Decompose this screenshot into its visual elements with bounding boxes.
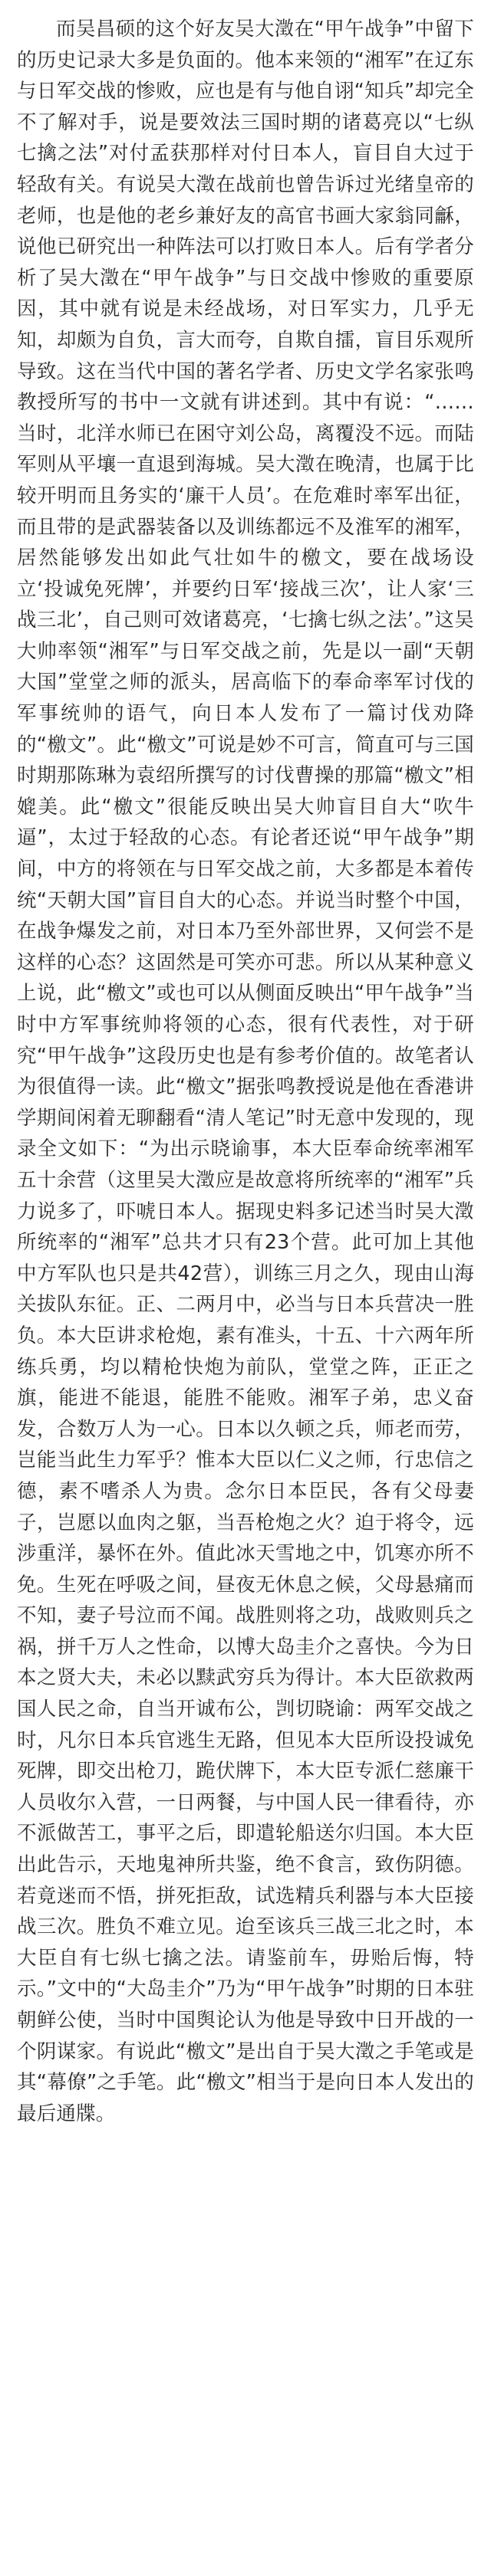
article-paragraph: 而吴昌硕的这个好友吴大澂在“甲午战争”中留下的历史记录大多是负面的。他本来领的“湘军”在辽东与日军交战的惨败，应也是有与他自诩“知兵”却完全不了解对手，说是要效法三国时期的诸葛亮以“七纵七擒之法”对付孟获那样对付日本人，盲目自大过于轻敌有关。有说吴大澂在战前也曾告诉过光绪皇帝的老师，也是他的老乡兼好友的高官书画大家翁同龢，说他已研究出一种阵法可以打败日本人。后有学者分析了吴大澂在“甲午战争”与日交战中惨败的重要原因，其中就有说是未经战场，对日军实力，几乎无知，却颇为自负，言大而夸，自欺自擂，盲目乐观所导致。这在当代中国的著名学者、历史文学名家张鸣教授所写的书中一文就有讲述到。其中有说：“……当时，北洋水师已在困守刘公岛，离覆没不远。而陆军则从平壤一直退到海城。吴大澂在晚清，也属于比较开明而且务实的‘廉干人员’。在危难时率军出征，而且带的是武器装备以及训练都远不及淮军的湘军，居然能够发出如此气壮如牛的檄文，要在战场设立‘投诚免死牌’，并要约日军‘接战三次’，让人家‘三战三北’，自己则可效诸葛亮，‘七擒七纵之法’。”这吴大帅率领“湘军”与日军交战之前，先是以一副“天朝大国”堂堂之师的派头，居高临下的奉命率军讨伐的军事统帅的语气，向日本人发布了一篇讨伐劝降的“檄文”。此“檄文”可说是妙不可言，简直可与三国时期那陈琳为袁绍所撰写的讨伐曹操的那篇“檄文”相媲美。此“檄文”很能反映出吴大帅盲目自大“吹牛逼”，太过于轻敌的心态。有论者还说“甲午战争”期间，中方的将领在与日军交战之前，大多都是本着传统“天朝大国”盲目自大的心态。并说当时整个中国，在战争爆发之前，对日本乃至外部世界，又何尝不是这样的心态？这固然是可笑亦可悲。所以从某种意义上说，此“檄文”或也可以从侧面反映出“甲午战争”当时中方军事统帅将领的心态，很有代表性，对于研究“甲午战争”这段历史也是有参考价值的。故笔者认为很值得一读。此“檄文”据张鸣教授说是他在香港讲学期间闲着无聊翻看“清人笔记”时无意中发现的，现录全文如下：“为出示晓谕事，本大臣奉命统率湘军五十余营（这里吴大澂应是故意将所统率的“湘军”兵力说多了，吓唬日本人。据现史料多记述当时吴大澂所统率的“湘军”总共才只有23个营。此可加上其他中方军队也只是共42营），训练三月之久，现由山海关拔队东征。正、二两月中，必当与日本兵营决一胜负。本大臣讲求枪炮，素有准头，十五、十六两年所练兵勇，均以精枪快炮为前队，堂堂之阵，正正之旗，能进不能退，能胜不能败。湘军子弟，忠义奋发，合数万人为一心。日本以久顿之兵，师老而劳，岂能当此生力军乎？惟本大臣以仁义之师，行忠信之德，素不嗜杀人为贵。念尔日本臣民，各有父母妻子，岂愿以血肉之躯，当吾枪炮之火？迫于将令，远涉重洋，暴怀在外。值此冰天雪地之中，饥寒亦所不免。生死在呼吸之间，昼夜无休息之候，父母悬痛而不知，妻子号泣而不闻。战胜则将之功，战败则兵之祸，拼千万人之性命，以博大岛圭介之喜快。今为日本之贤大夫，未必以黩武穷兵为得计。本大臣欲救两国人民之命，自当开诚布公，剀切晓谕：两军交战之时，凡尔日本兵官逃生无路，但见本大臣所设投诚免死牌，即交出枪刀，跪伏牌下，本大臣专派仁慈廉干人员收尔入营，一日两餐，与中国人民一律看待，亦不派做苦工，事平之后，即遣轮船送尔归国。本大臣出此告示，天地鬼神所共鉴，绝不食言，致伤阴德。若竟迷而不悟，拼死拒敌，试选精兵利器与本大臣接战三次。胜负不难立见。迨至该兵三战三北之时，本大臣自有七纵七擒之法。请鉴前车，毋贻后悔，特示。”文中的“大岛圭介”乃为“甲午战争”时期的日本驻朝鲜公使，当时中国舆论认为他是导致中日开战的一个阴谋家。有说此“檄文”是出自于吴大澂之手笔或是其“幕僚”之手笔。此“檄文”相当于是向日本人发出的最后通牒。 [17,18,474,2125]
